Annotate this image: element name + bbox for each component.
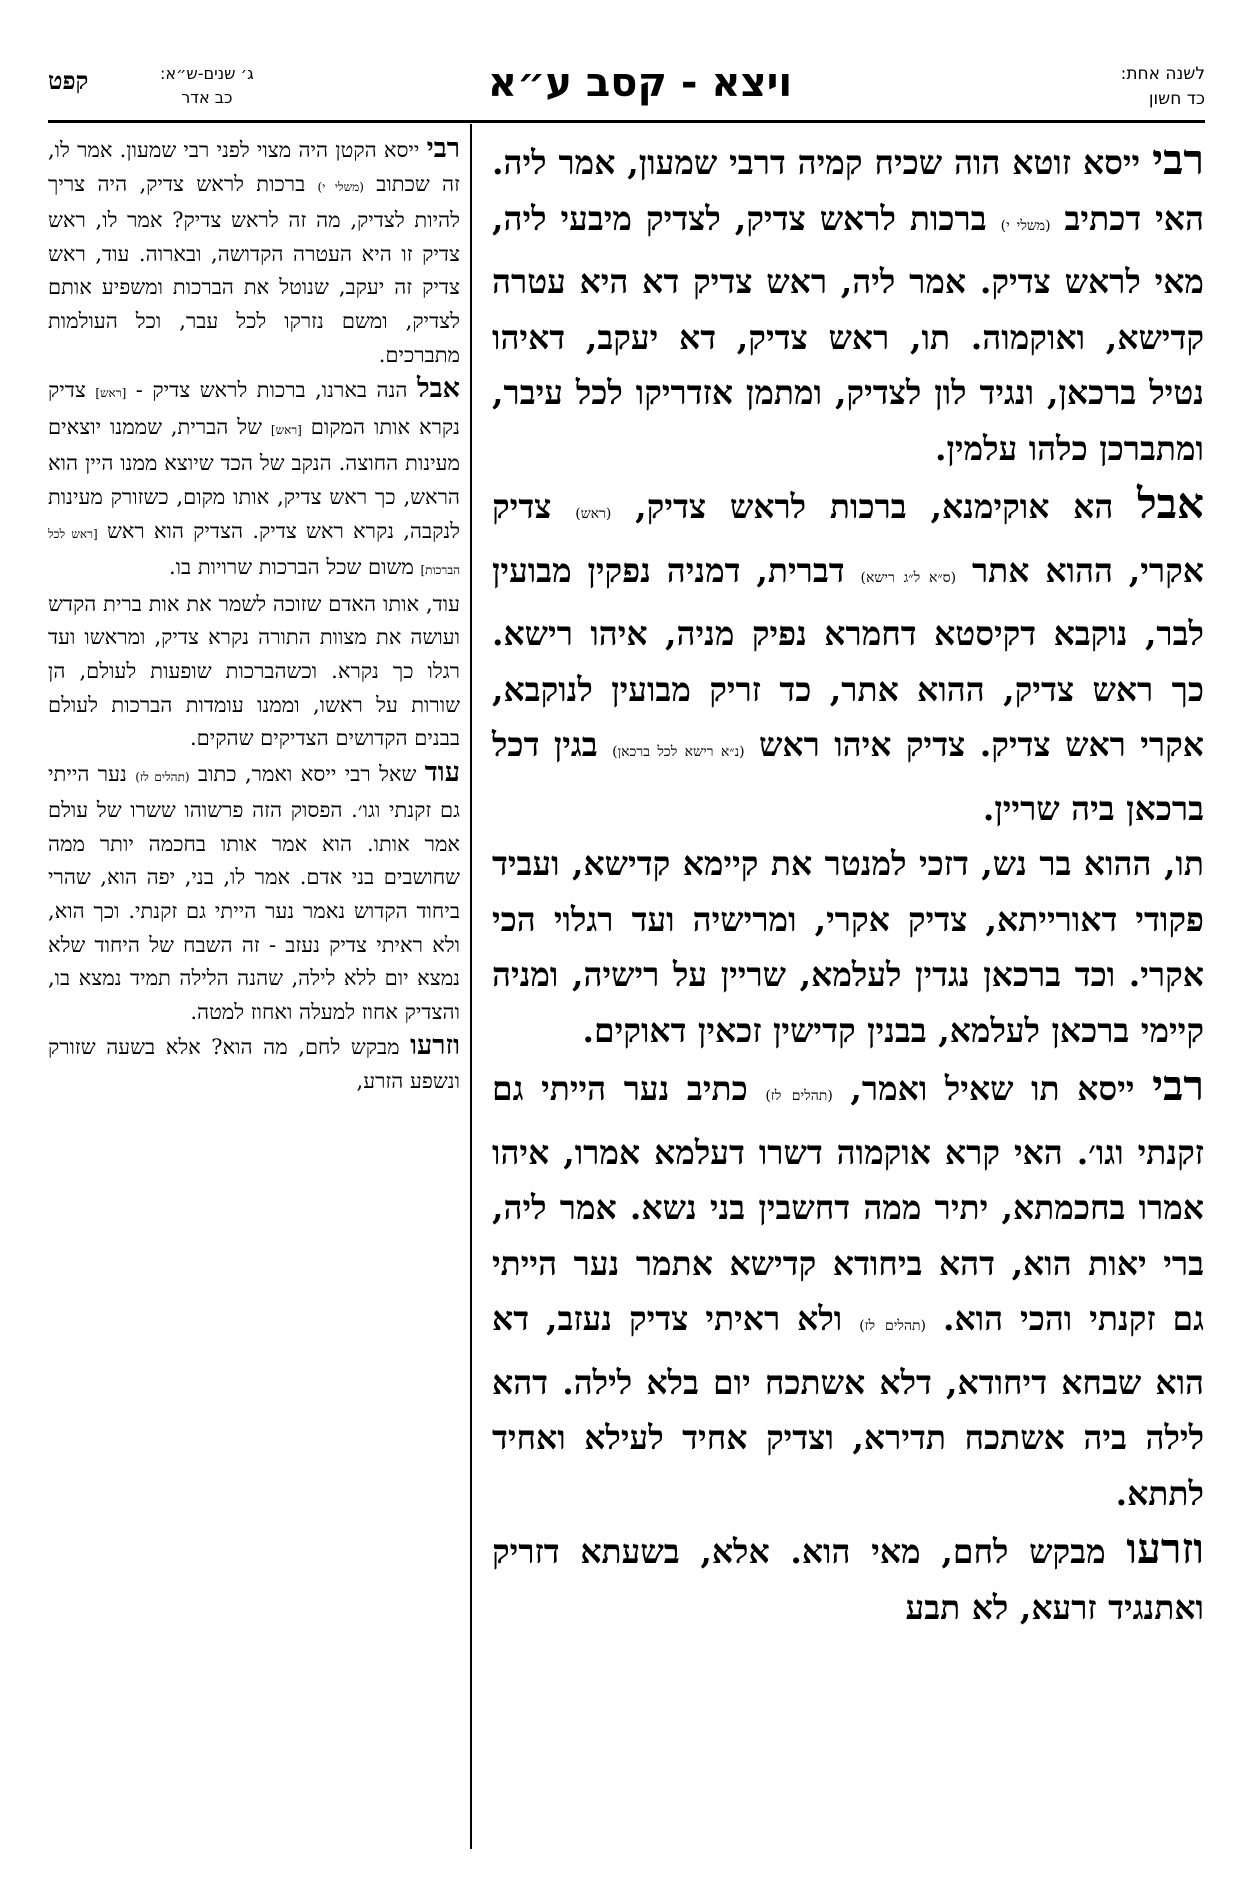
text-segment: ייסא תו שאיל ואמר, (850, 1069, 1135, 1108)
variant-reading: [ראש] (270, 422, 302, 437)
zohar-paragraph-4 (492, 1058, 1204, 1521)
page-header (30, 52, 1223, 118)
opening-word: אבל (1137, 479, 1204, 528)
text-segment: מבקש לחם, מה הוא? אלא בשעה שזורק ונשפע הזרע, (48, 1035, 460, 1094)
opening-word: אבל (417, 373, 460, 405)
translation-paragraph-5 (48, 1029, 460, 1098)
text-segment: הנה בארנו, ברכות לראש צדיק - (135, 378, 408, 403)
translation-paragraph-3: עוד, אותו האדם שזוכה לשמר את אות ברית הקדש ועושה את מצוות התורה נקרא צדיק, ומראשו ועד רגלו כך נקרא. וכשהברכות שופעות לעולם, הן שורות על ראשו, וממנו עומדות הברכות לעולם בבנים הקדושים הצדיקים שהקים. (48, 591, 460, 751)
verse-reference: (משלי י) (1000, 217, 1051, 234)
translation-paragraph-2 (48, 372, 460, 588)
text-segment: הא אוקימנא, ברכות לראש צדיק, (635, 487, 1114, 526)
text-segment: צדיק נקרא אותו המקום (48, 378, 460, 439)
verse-reference: (תהלים לז) (859, 1318, 927, 1334)
text-segment: ייסא זוטא הוה שכיח קמיה דרבי שמעון, אמר ליה. האי דכתיב (492, 143, 1204, 238)
text-segment: בגין דכל ברכאן ביה שריין. (492, 725, 1204, 828)
column-divider (470, 124, 472, 1849)
text-segment: כתיב נער הייתי גם זקנתי וגו׳. האי קרא אוקמוה דשרו דעלמא אמרו, איהו אמרו בחכמתא, יתיר ממה דחשבין בני נשא. אמר ליה, ברי יאות הוא, דהא ביחודא קדישא אתמר נער הייתי גם זקנתי והכי הוא. (492, 1069, 1204, 1338)
verse-reference: (משלי י) (317, 179, 364, 194)
opening-word: רבי (1152, 1061, 1204, 1110)
opening-word: עוד (424, 756, 460, 788)
header-rule (48, 120, 1205, 123)
variant-reading: (נ״א רישא לכל ברכאן) (612, 744, 745, 760)
left-meta-line-2: כב אדר (181, 88, 233, 107)
text-segment: צדיק אקרי, ההוא אתר (492, 487, 1204, 590)
text-segment: משום שכל הברכות שרויות בו. (168, 555, 414, 580)
zohar-aramaic-column (492, 132, 1204, 1635)
text-segment: מבקש לחם, מאי הוא. אלא, בשעתא דזריק ואתנגיד זרעא, לא תבע (492, 1532, 1204, 1627)
text-segment: שאל רבי ייסא ואמר, כתוב (198, 761, 417, 786)
page-number: קפט (48, 66, 89, 95)
opening-word: וזרעו (1126, 1524, 1204, 1573)
text-segment: דברית, דמניה נפקין מבועין לבר, נוקבא דקיסטא דחמרא נפיק מניה, איהו רישא. כך ראש צדיק, ההוא אתר, כד זריק מבועין לנוקבא, אקרי ראש צדיק. צדיק איהו ראש (492, 550, 1204, 764)
right-header-meta (1121, 62, 1205, 112)
text-segment: נער הייתי גם זקנתי וגו׳. הפסוק הזה פרשוהו ששרו של עולם אמר אותו. הוא אמר אותו בחכמה יותר ממה שחושבים בני אדם. אמר לו, בני, יפה הוא, שהרי ביחוד הקדוש נאמר נער הייתי גם זקנתי. וכך הוא, ולא ראיתי צדיק נעזב - זה השבח של היחוד שלא נמצא יום ללא לילה, שהנה הלילה תמיד נמצא בו, והצדיק אחוז למעלה ואחוז למטה. (48, 761, 460, 1024)
translation-column (48, 132, 460, 1099)
left-meta-line-1: ג׳ שנים-ש״א: (160, 64, 254, 83)
right-meta-line-1: לשנה אחת: (1120, 64, 1205, 84)
text-segment: של הברית, שממנו יוצאים מעינות החוצה. הנקב של הכד שיוצא ממנו היין הוא הראש, כך ראש צדיק, אותו מקום, כשזורק מעינות לנקבה, נקרא ראש צדיק. הצדיק הוא ראש (48, 414, 460, 543)
text-segment: ייסא הקטן היה מצוי לפני רבי שמעון. אמר לו, זה שכתוב (48, 138, 460, 196)
zohar-paragraph-5 (492, 1521, 1204, 1635)
translation-paragraph-4 (48, 756, 460, 1030)
text-segment: ברכות לראש צדיק, היה צריך להיות לצדיק, מה זה לראש צדיק? אמר לו, ראש צדיק זו היא העטרה הקדושה, ובארוה. עוד, ראש צדיק זה יעקב, שנוטל את הברכות ומשפיע אותם לצדיק, ומשם נזרקו לכל עבר, וכל העולמות מתברכים. (48, 171, 460, 367)
translation-paragraph-1 (48, 132, 460, 372)
text-segment: ולא ראיתי צדיק נעזב, דא הוא שבחא דיחודא, דלא אשתכח יום בלא לילה. דהא לילה ביה אשתכח תדירא, וצדיק אחיד לעילא ואחיד לתתא. (492, 1299, 1204, 1513)
verse-reference: (תהלים לז) (135, 769, 190, 784)
opening-word: וזרעו (410, 1030, 460, 1062)
variant-reading: [ראש לכל הברכות] (48, 526, 460, 578)
left-header-meta (160, 62, 254, 110)
variant-reading: [ראש] (95, 386, 127, 401)
text-segment: ברכות לראש צדיק, לצדיק מיבעי ליה, מאי לראש צדיק. אמר ליה, ראש צדיק דא היא עטרה קדישא, ואוקמוה. תו, ראש צדיק, דא יעקב, דאיהו נטיל ברכאן, ונגיד לון לצדיק, ומתמן אזדריקו לכל עיבר, ומתברכן כלהו עלמין. (492, 198, 1204, 468)
opening-word: רבי (1152, 135, 1205, 184)
opening-word: רבי (426, 133, 460, 164)
right-meta-line-2: כד חשון (1148, 89, 1205, 109)
page-title: ויצא - קסב ע״א (487, 60, 793, 106)
zohar-paragraph-2 (492, 476, 1204, 836)
variant-reading: (ס״א ל״ג רישא) (860, 569, 957, 586)
variant-reading: (ראש) (575, 506, 612, 522)
zohar-paragraph-3: תו, ההוא בר נש, דזכי למנטר את קיימא קדישא, ועביד פקודי דאורייתא, צדיק אקרי, ומרישיה ועד רגלוי הכי אקרי. וכד ברכאן נגדין לעלמא, שריין על רישיה, ומניה קיימי ברכאן לעלמא, בבנין קדישין זכאין דאוקים. (492, 844, 1204, 1050)
verse-reference: (תהלים לז) (765, 1088, 833, 1104)
zohar-paragraph-1 (492, 132, 1204, 476)
